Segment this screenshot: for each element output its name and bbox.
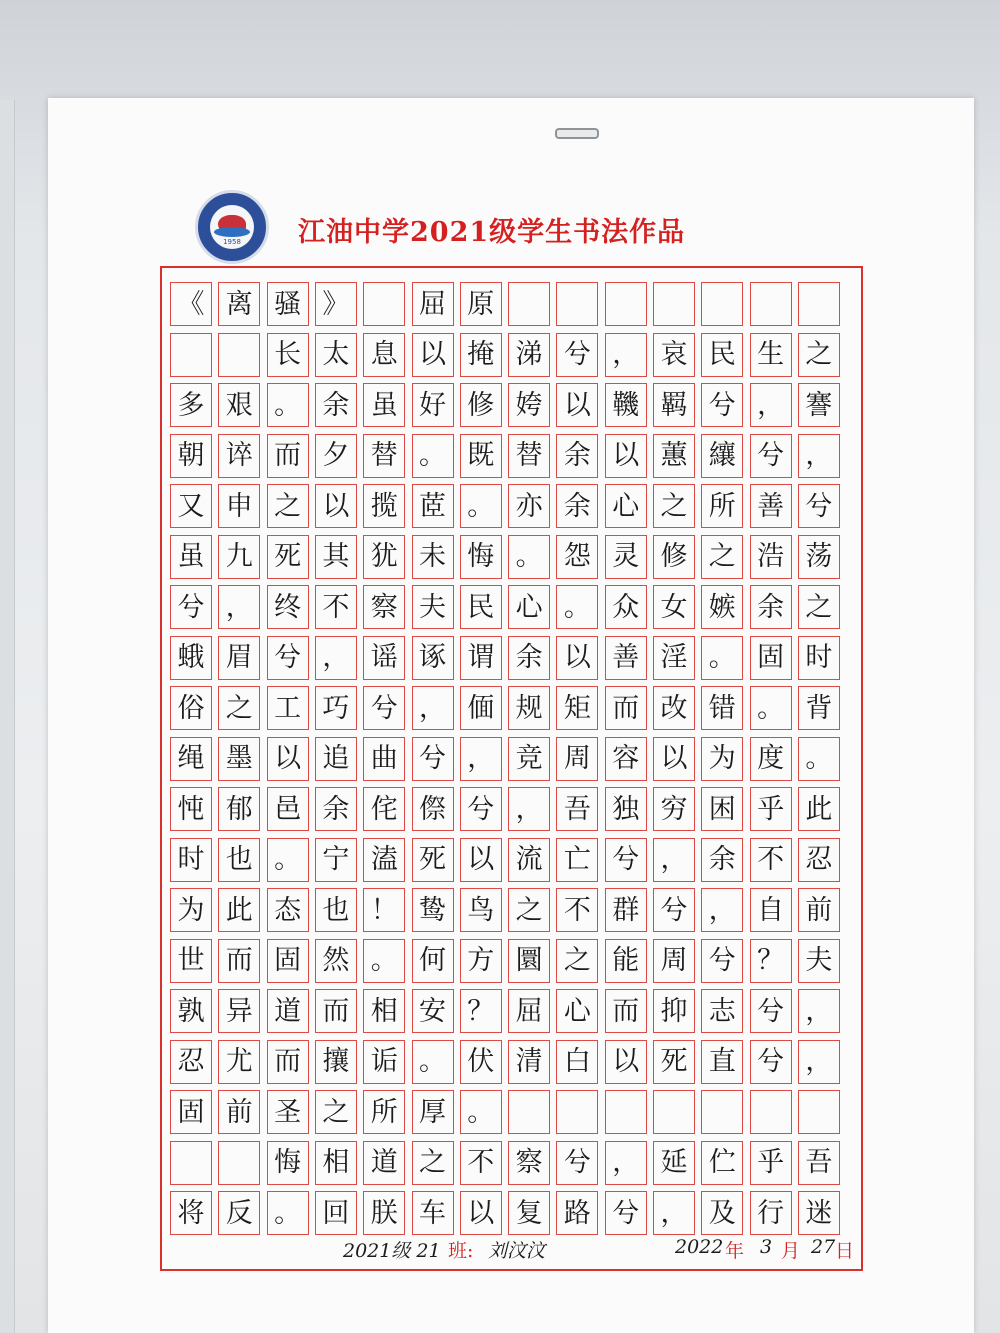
grid-cell: 鸷: [412, 888, 454, 932]
grid-cell: 穷: [653, 787, 695, 831]
grid-cell: 悔: [267, 1141, 309, 1185]
grid-cell: 姱: [508, 383, 550, 427]
grid-cell: 鞿: [605, 383, 647, 427]
grid-cell: 而: [315, 989, 357, 1033]
grid-cell: 谣: [363, 636, 405, 680]
grid-cell: ，: [605, 333, 647, 377]
grid-cell: 兮: [750, 1040, 792, 1084]
grid-cell: 未: [412, 535, 454, 579]
grid-cell: 。: [267, 383, 309, 427]
grid-cell: [798, 282, 840, 326]
grid-cell: [605, 1090, 647, 1134]
grid-cell: 傺: [412, 787, 454, 831]
grid-cell: [750, 282, 792, 326]
grid-cell: 容: [605, 737, 647, 781]
grid-cell: 流: [508, 838, 550, 882]
grid-cell: 道: [363, 1141, 405, 1185]
grid-cell: [701, 1090, 743, 1134]
grid-cell: 女: [653, 585, 695, 629]
grid-cell: [218, 333, 260, 377]
grid-cell: 之: [412, 1141, 454, 1185]
grid-cell: 心: [605, 484, 647, 528]
grid-cell: 回: [315, 1191, 357, 1235]
signature-line: [163, 1232, 860, 1268]
grid-cell: 。: [267, 838, 309, 882]
grid-cell: 鸟: [460, 888, 502, 932]
grid-cell: 延: [653, 1141, 695, 1185]
grid-cell: 厚: [412, 1090, 454, 1134]
grid-cell: 兮: [701, 383, 743, 427]
grid-cell: 所: [701, 484, 743, 528]
grid-cell: 而: [605, 686, 647, 730]
grid-cell: 民: [701, 333, 743, 377]
grid-cell: 夕: [315, 434, 357, 478]
grid-cell: 背: [798, 686, 840, 730]
grid-cell: 之: [798, 585, 840, 629]
grid-cell: 志: [701, 989, 743, 1033]
grid-cell: 兮: [605, 838, 647, 882]
grid-cell: 以: [315, 484, 357, 528]
grid-cell: ，: [798, 989, 840, 1033]
grid-cell: 息: [363, 333, 405, 377]
grid-cell: 车: [412, 1191, 454, 1235]
grid-cell: 余: [701, 838, 743, 882]
grid-cell: 涕: [508, 333, 550, 377]
grid-cell: 以: [412, 333, 454, 377]
grid-cell: 时: [170, 838, 212, 882]
grid-cell: 也: [218, 838, 260, 882]
grid-cell: 伫: [701, 1141, 743, 1185]
grid-cell: 亡: [556, 838, 598, 882]
grid-cell: 曲: [363, 737, 405, 781]
grid-cell: 修: [653, 535, 695, 579]
grid-cell: 也: [315, 888, 357, 932]
grid-cell: [701, 282, 743, 326]
class-label: 班:: [448, 1240, 474, 1262]
grid-cell: 不: [556, 888, 598, 932]
grid-cell: 死: [412, 838, 454, 882]
emblem-year: 1958: [223, 238, 241, 246]
grid-cell: 偭: [460, 686, 502, 730]
grid-cell: 。: [556, 585, 598, 629]
grid-cell: 路: [556, 1191, 598, 1235]
grid-cell: 反: [218, 1191, 260, 1235]
grid-cell: ，: [653, 1191, 695, 1235]
grid-cell: 伏: [460, 1040, 502, 1084]
grid-cell: 夫: [412, 585, 454, 629]
grid-cell: 圣: [267, 1090, 309, 1134]
grid-cell: 之: [315, 1090, 357, 1134]
grid-cell: 兮: [701, 939, 743, 983]
grid-cell: 固: [170, 1090, 212, 1134]
grid-cell: 。: [798, 737, 840, 781]
adjacent-sheet-edge: [0, 100, 15, 1333]
grid-cell: 。: [412, 1040, 454, 1084]
grid-cell: 错: [701, 686, 743, 730]
grid-cell: 以: [556, 636, 598, 680]
grid-cell: 。: [363, 939, 405, 983]
grid-cell: 忍: [170, 1040, 212, 1084]
grid-cell: 以: [460, 838, 502, 882]
grid-cell: 众: [605, 585, 647, 629]
grid-cell: 。: [460, 484, 502, 528]
grid-cell: 。: [750, 686, 792, 730]
grid-cell: 竞: [508, 737, 550, 781]
grid-cell: 相: [315, 1141, 357, 1185]
grid-cell: 之: [798, 333, 840, 377]
grid-cell: ，: [798, 1040, 840, 1084]
grid-cell: 犹: [363, 535, 405, 579]
grid-cell: 申: [218, 484, 260, 528]
grid-cell: 余: [315, 383, 357, 427]
grid-cell: 羁: [653, 383, 695, 427]
grid-cell: 为: [170, 888, 212, 932]
year-label: 年: [725, 1240, 745, 1262]
grid-cell: 时: [798, 636, 840, 680]
grid-cell: 淫: [653, 636, 695, 680]
grid-cell: 兮: [412, 737, 454, 781]
grid-cell: 不: [460, 1141, 502, 1185]
grid-cell: 抑: [653, 989, 695, 1033]
grid-cell: 以: [605, 1040, 647, 1084]
day-label: 日: [835, 1240, 855, 1262]
grid-cell: [653, 282, 695, 326]
grid-cell: 太: [315, 333, 357, 377]
grid-cell: 谇: [218, 434, 260, 478]
writing-grid: [160, 266, 863, 1271]
date-day-handwritten: 27: [811, 1236, 836, 1258]
school-logo: [195, 190, 269, 264]
grid-cell: 之: [508, 888, 550, 932]
grid-cell: 及: [701, 1191, 743, 1235]
grid-cell: [508, 1090, 550, 1134]
grid-cell: 追: [315, 737, 357, 781]
grid-cell: 忳: [170, 787, 212, 831]
grid-cell: 而: [267, 434, 309, 478]
grid-cell: 兮: [170, 585, 212, 629]
grid-cell: ，: [798, 434, 840, 478]
grid-cell: 兮: [556, 1141, 598, 1185]
grid-cell: 周: [653, 939, 695, 983]
grid-cell: ？: [750, 939, 792, 983]
grid-cell: 死: [267, 535, 309, 579]
grid-cell: 兮: [750, 989, 792, 1033]
grid-cell: 多: [170, 383, 212, 427]
grid-cell: 吾: [798, 1141, 840, 1185]
grid-cell: 世: [170, 939, 212, 983]
grid-cell: 察: [363, 585, 405, 629]
grid-cell: 以: [267, 737, 309, 781]
grid-cell: 规: [508, 686, 550, 730]
grid-cell: 荡: [798, 535, 840, 579]
grid-cell: 之: [218, 686, 260, 730]
grid-cell: 原: [460, 282, 502, 326]
grid-cell: ，: [412, 686, 454, 730]
grid-cell: 以: [460, 1191, 502, 1235]
grid-cell: 不: [750, 838, 792, 882]
grid-cell: 谓: [460, 636, 502, 680]
grid-cell: 群: [605, 888, 647, 932]
grid-cell: 不: [315, 585, 357, 629]
grid-cell: 亦: [508, 484, 550, 528]
grid-cell: [363, 282, 405, 326]
grid-cell: [556, 1090, 598, 1134]
grid-cell: 白: [556, 1040, 598, 1084]
grid-cell: 而: [605, 989, 647, 1033]
grid-cell: 前: [798, 888, 840, 932]
school-emblem-center: [210, 205, 254, 249]
grid-cell: ，: [460, 737, 502, 781]
grid-cell: 之: [267, 484, 309, 528]
student-grade-handwritten: 2021级 21: [343, 1240, 441, 1262]
grid-cell: 工: [267, 686, 309, 730]
grid-cell: [653, 1090, 695, 1134]
grid-cell: 独: [605, 787, 647, 831]
grid-cell: 以: [556, 383, 598, 427]
grid-cell: 固: [750, 636, 792, 680]
grid-cell: 兮: [556, 333, 598, 377]
grid-cell: 溘: [363, 838, 405, 882]
grid-cell: 此: [218, 888, 260, 932]
grid-cell: 异: [218, 989, 260, 1033]
grid-cell: 改: [653, 686, 695, 730]
grid-cell: 行: [750, 1191, 792, 1235]
grid-cell: 相: [363, 989, 405, 1033]
grid-cell: 》: [315, 282, 357, 326]
grid-cell: 察: [508, 1141, 550, 1185]
grid-cell: [508, 282, 550, 326]
page-title: 江油中学2021级学生书法作品: [298, 217, 686, 248]
grid-cell: 矩: [556, 686, 598, 730]
grid-cell: 揽: [363, 484, 405, 528]
grid-cell: 离: [218, 282, 260, 326]
grid-cell: 纕: [701, 434, 743, 478]
grid-cell: 忍: [798, 838, 840, 882]
grid-cell: 复: [508, 1191, 550, 1235]
grid-cell: 其: [315, 535, 357, 579]
grid-cell: 之: [701, 535, 743, 579]
grid-cell: 然: [315, 939, 357, 983]
grid-cell: 余: [508, 636, 550, 680]
grid-cell: [170, 1141, 212, 1185]
grid-cell: ，: [605, 1141, 647, 1185]
grid-cell: 诟: [363, 1040, 405, 1084]
grid-cell: 修: [460, 383, 502, 427]
grid-cell: 兮: [363, 686, 405, 730]
grid-cell: 善: [605, 636, 647, 680]
grid-cell: 兮: [460, 787, 502, 831]
grid-cell: 固: [267, 939, 309, 983]
grid-cell: 巧: [315, 686, 357, 730]
month-label: 月: [781, 1240, 801, 1262]
grid-cell: 宁: [315, 838, 357, 882]
grid-cell: [798, 1090, 840, 1134]
emblem-wave-icon: [214, 227, 250, 237]
grid-cell: 所: [363, 1090, 405, 1134]
grid-cell: 长: [267, 333, 309, 377]
grid-cell: 心: [556, 989, 598, 1033]
grid-cell: 謇: [798, 383, 840, 427]
grid-cell: 虽: [363, 383, 405, 427]
grid-cell: 民: [460, 585, 502, 629]
grid-cell: 虽: [170, 535, 212, 579]
grid-cell: 终: [267, 585, 309, 629]
grid-cell: 夫: [798, 939, 840, 983]
grid-cell: 屈: [508, 989, 550, 1033]
grid-cell: 而: [267, 1040, 309, 1084]
grid-cell: 前: [218, 1090, 260, 1134]
grid-cell: 兮: [750, 434, 792, 478]
grid-cell: 乎: [750, 1141, 792, 1185]
grid-cell: 道: [267, 989, 309, 1033]
grid-cell: 侘: [363, 787, 405, 831]
grid-cell: 蛾: [170, 636, 212, 680]
grid-cell: 邑: [267, 787, 309, 831]
grid-cell: 自: [750, 888, 792, 932]
grid-cell: 替: [363, 434, 405, 478]
grid-cell: 好: [412, 383, 454, 427]
grid-cell: 艰: [218, 383, 260, 427]
grid-cell: 善: [750, 484, 792, 528]
grid-cell: 兮: [798, 484, 840, 528]
grid-cell: 兮: [605, 1191, 647, 1235]
grid-cell: 诼: [412, 636, 454, 680]
grid-cell: 乎: [750, 787, 792, 831]
grid-cell: 灵: [605, 535, 647, 579]
grid-cell: 《: [170, 282, 212, 326]
grid-cell: 为: [701, 737, 743, 781]
grid-cell: 之: [556, 939, 598, 983]
grid-cell: 朕: [363, 1191, 405, 1235]
grid-cell: [170, 333, 212, 377]
grid-cell: 悔: [460, 535, 502, 579]
grid-cell: [750, 1090, 792, 1134]
grid-cell: 直: [701, 1040, 743, 1084]
grid-cell: 尤: [218, 1040, 260, 1084]
date-year-handwritten: 2022: [675, 1236, 724, 1258]
grid-cell: ，: [218, 585, 260, 629]
grid-cell: 掩: [460, 333, 502, 377]
grid-cell: 生: [750, 333, 792, 377]
grid-cell: 清: [508, 1040, 550, 1084]
grid-cell: 九: [218, 535, 260, 579]
grid-cell: 迷: [798, 1191, 840, 1235]
grid-cell: [556, 282, 598, 326]
grid-cell: 替: [508, 434, 550, 478]
grid-cell: 余: [556, 434, 598, 478]
grid-cell: 吾: [556, 787, 598, 831]
grid-cell: ，: [750, 383, 792, 427]
grid-cell: 能: [605, 939, 647, 983]
grid-cell: 困: [701, 787, 743, 831]
grid-cell: 茝: [412, 484, 454, 528]
grid-cell: 浩: [750, 535, 792, 579]
grid-cell: 俗: [170, 686, 212, 730]
grid-cell: 。: [701, 636, 743, 680]
grid-cell: 既: [460, 434, 502, 478]
grid-cell: 周: [556, 737, 598, 781]
grid-cell: 朝: [170, 434, 212, 478]
date-month-handwritten: 3: [760, 1236, 773, 1258]
grid-cell: 哀: [653, 333, 695, 377]
grid-cell: 骚: [267, 282, 309, 326]
grid-cell: [218, 1141, 260, 1185]
grid-cell: ，: [653, 838, 695, 882]
grid-cell: 。: [508, 535, 550, 579]
grid-cell: [605, 282, 647, 326]
grid-cell: 以: [653, 737, 695, 781]
grid-cell: ，: [315, 636, 357, 680]
grid-cell: ，: [701, 888, 743, 932]
grid-cell: 。: [267, 1191, 309, 1235]
grid-cell: 死: [653, 1040, 695, 1084]
grid-cell: 。: [460, 1090, 502, 1134]
grid-cell: 郁: [218, 787, 260, 831]
grid-cell: 蕙: [653, 434, 695, 478]
grid-cell: 之: [653, 484, 695, 528]
grid-cell: ！: [363, 888, 405, 932]
grid-cell: 攘: [315, 1040, 357, 1084]
grid-cell: 余: [556, 484, 598, 528]
grid-cell: 余: [315, 787, 357, 831]
student-name-handwritten: 刘汶汶: [488, 1240, 546, 1262]
grid-cell: 以: [605, 434, 647, 478]
grid-cell: 兮: [267, 636, 309, 680]
grid-cell: 圜: [508, 939, 550, 983]
grid-cell: 安: [412, 989, 454, 1033]
grid-cell: 此: [798, 787, 840, 831]
grid-cell: 。: [412, 434, 454, 478]
grid-cell: 而: [218, 939, 260, 983]
grid-cell: 屈: [412, 282, 454, 326]
grid-cell: 绳: [170, 737, 212, 781]
grid-cell: 墨: [218, 737, 260, 781]
grid-cell: 余: [750, 585, 792, 629]
grid-cell: 心: [508, 585, 550, 629]
grid-cell: 将: [170, 1191, 212, 1235]
grid-cell: ，: [508, 787, 550, 831]
staple-clip: [555, 128, 599, 139]
grid-cell: 怨: [556, 535, 598, 579]
grid-cell: 又: [170, 484, 212, 528]
grid-cell: 何: [412, 939, 454, 983]
grid-cell: 度: [750, 737, 792, 781]
grid-cell: 方: [460, 939, 502, 983]
grid-cell: 眉: [218, 636, 260, 680]
grid-cell: 兮: [653, 888, 695, 932]
grid-cell: 孰: [170, 989, 212, 1033]
grid-cell: ？: [460, 989, 502, 1033]
grid-cell: 嫉: [701, 585, 743, 629]
grid-cell: 态: [267, 888, 309, 932]
